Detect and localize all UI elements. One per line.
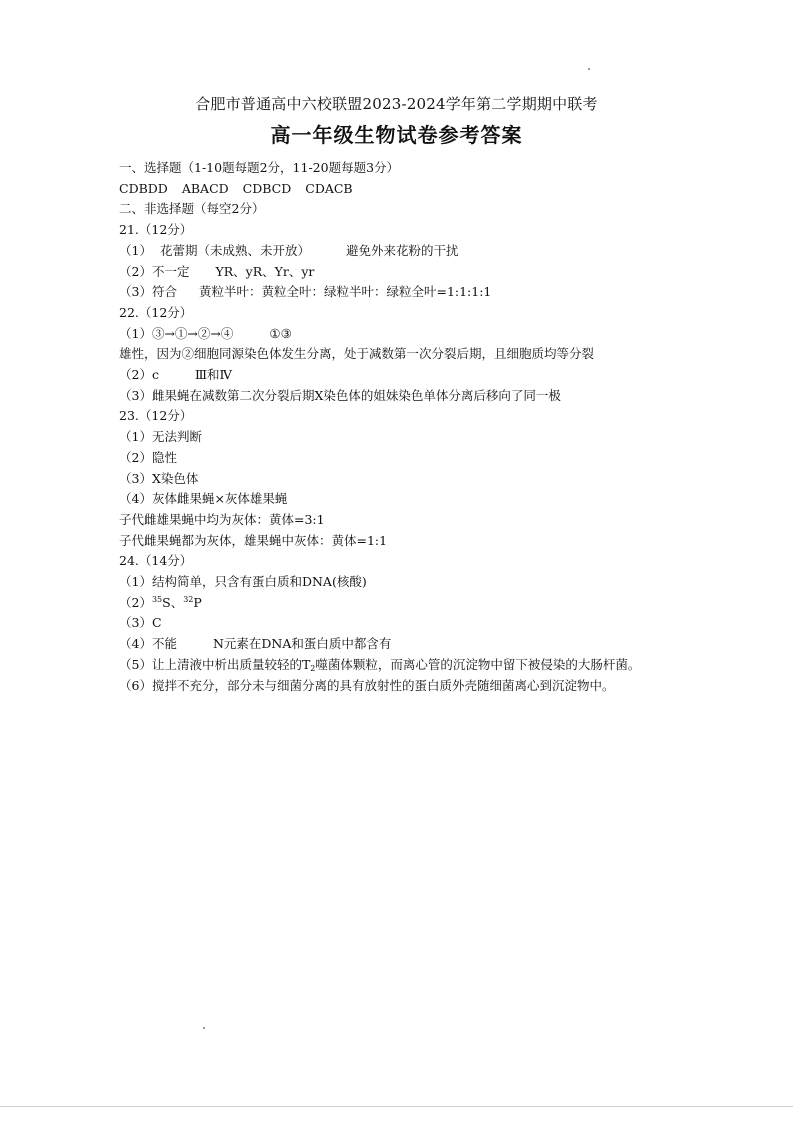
- q23-answer-3: [119, 469, 679, 490]
- q22-a2-text-2: Ⅲ和Ⅳ: [194, 367, 233, 383]
- q22-a2-text: c: [151, 367, 159, 383]
- q21-a1-text: 花蕾期（未成熟、未开放）: [159, 242, 310, 258]
- answer-group-3: CDBCD: [242, 180, 292, 196]
- q22-title: 22.（12分）: [119, 304, 193, 320]
- answer-body: [119, 158, 679, 696]
- q24-a2-number: （2）: [119, 594, 152, 610]
- q24-a4-text: 不能: [151, 636, 177, 652]
- q24-a3-number: （3）: [119, 615, 152, 631]
- q23-a1-number: （1）: [119, 429, 152, 445]
- q23-a3-text: X染色体: [151, 470, 199, 486]
- q23-answer-1: [119, 427, 679, 448]
- q23-a2-text: 隐性: [151, 449, 177, 465]
- section1-heading: 一、选择题（1-10题每题2分，11-20题每题3分）: [119, 160, 400, 175]
- q24-a5-number: （5）: [119, 656, 152, 672]
- q24-a5-text-2: 噬菌体颗粒，而离心管的沉淀物中留下被侵染的大肠杆菌。: [315, 656, 641, 672]
- q23-a4-number: （4）: [119, 491, 152, 507]
- q22-a3-text: 雌果蝇在减数第二次分裂后期X染色体的姐妹染色单体分离后移向了同一极: [151, 387, 561, 403]
- q22-a3-number: （3）: [119, 387, 152, 403]
- q21-a3-text-2: 黄粒半叶：黄粒全叶：绿粒半叶：绿粒全叶=1:1:1:1: [198, 284, 492, 300]
- q22-a1-text: ③→①→②→④: [151, 325, 234, 341]
- exam-header-title: 合肥市普通高中六校联盟2023-2024学年第二学期期中联考: [195, 95, 598, 113]
- isotope-mass-35: 35: [151, 594, 163, 604]
- answer-group-1: CDBDD: [119, 180, 168, 196]
- scan-speck: [588, 68, 590, 70]
- q23-answer-4-line2: 子代雌雄果蝇中均为灰体：黄体=3:1: [119, 511, 325, 527]
- q23-answer-4: [119, 489, 679, 510]
- scan-speck-bottom: [203, 1027, 205, 1029]
- answer-group-4: CDACB: [305, 180, 353, 196]
- isotope-s: S、: [162, 594, 184, 610]
- q22-answer-3: [119, 386, 679, 407]
- q24-answer-4: [119, 634, 679, 655]
- q23-a3-number: （3）: [119, 470, 152, 486]
- q24-answer-3: [119, 613, 679, 634]
- q23-answer-2: [119, 448, 679, 469]
- q23-title: 23.（12分）: [119, 408, 193, 424]
- q22-answer-2: [119, 365, 679, 386]
- isotope-mass-32: 32: [183, 594, 194, 604]
- q24-a4-text-2: N元素在DNA和蛋白质中都含有: [212, 636, 392, 652]
- q21-a1-number: （1）: [119, 242, 152, 258]
- q22-a1-text-2: ①③: [269, 325, 292, 341]
- q22-answer-1-line2: 雄性，因为②细胞同源染色体发生分离，处于减数第一次分裂后期，且细胞质均等分裂: [119, 346, 595, 362]
- q21-a2-number: （2）: [119, 263, 152, 279]
- q22-a2-number: （2）: [119, 367, 152, 383]
- q21-title: 21.（12分）: [119, 222, 193, 238]
- q21-answer-1: [119, 241, 679, 262]
- q23-answer-4-line3: 子代雌果蝇都为灰体，雄果蝇中灰体：黄体=1:1: [119, 532, 388, 548]
- page-bottom-rule: [0, 1106, 793, 1107]
- q22-answer-1: [119, 324, 679, 345]
- isotope-p: P: [193, 594, 202, 610]
- q21-a2-text-2: YR、yR、Yr、yr: [215, 263, 315, 279]
- q24-a1-number: （1）: [119, 574, 152, 590]
- q21-a3-text: 符合: [151, 284, 177, 300]
- q21-answer-3: [119, 282, 679, 303]
- q23-a1-text: 无法判断: [151, 429, 202, 445]
- section2-heading: 二、非选择题（每空2分）: [119, 201, 265, 217]
- q24-a6-text: 搅拌不充分，部分未与细菌分离的具有放射性的蛋白质外壳随细菌离心到沉淀物中。: [151, 677, 615, 693]
- q24-title: 24.（14分）: [119, 553, 193, 569]
- q24-answer-5: [119, 655, 679, 676]
- q22-a1-number: （1）: [119, 325, 152, 341]
- q21-a3-number: （3）: [119, 284, 152, 300]
- q24-a5-text: 让上清液中析出质量较轻的T: [151, 656, 311, 672]
- q24-a4-number: （4）: [119, 636, 152, 652]
- q24-answer-6: [119, 676, 679, 697]
- page-title: 高一年级生物试卷参考答案: [270, 123, 523, 147]
- answer-group-2: ABACD: [181, 180, 229, 196]
- q21-a2-text: 不一定: [151, 263, 190, 279]
- q23-a2-number: （2）: [119, 449, 152, 465]
- q23-a4-text: 灰体雌果蝇×灰体雄果蝇: [151, 491, 288, 507]
- q21-answer-2: [119, 262, 679, 283]
- q24-answer-1: [119, 572, 679, 593]
- phage-subscript: 2: [310, 663, 316, 673]
- q24-a6-number: （6）: [119, 677, 152, 693]
- q21-a1-text-2: 避免外来花粉的干扰: [345, 242, 459, 258]
- choice-answers: [119, 179, 679, 200]
- q24-a1-text: 结构简单，只含有蛋白质和DNA(核酸): [151, 574, 367, 590]
- q24-answer-2: [119, 593, 679, 614]
- q24-a3-text: C: [151, 615, 162, 631]
